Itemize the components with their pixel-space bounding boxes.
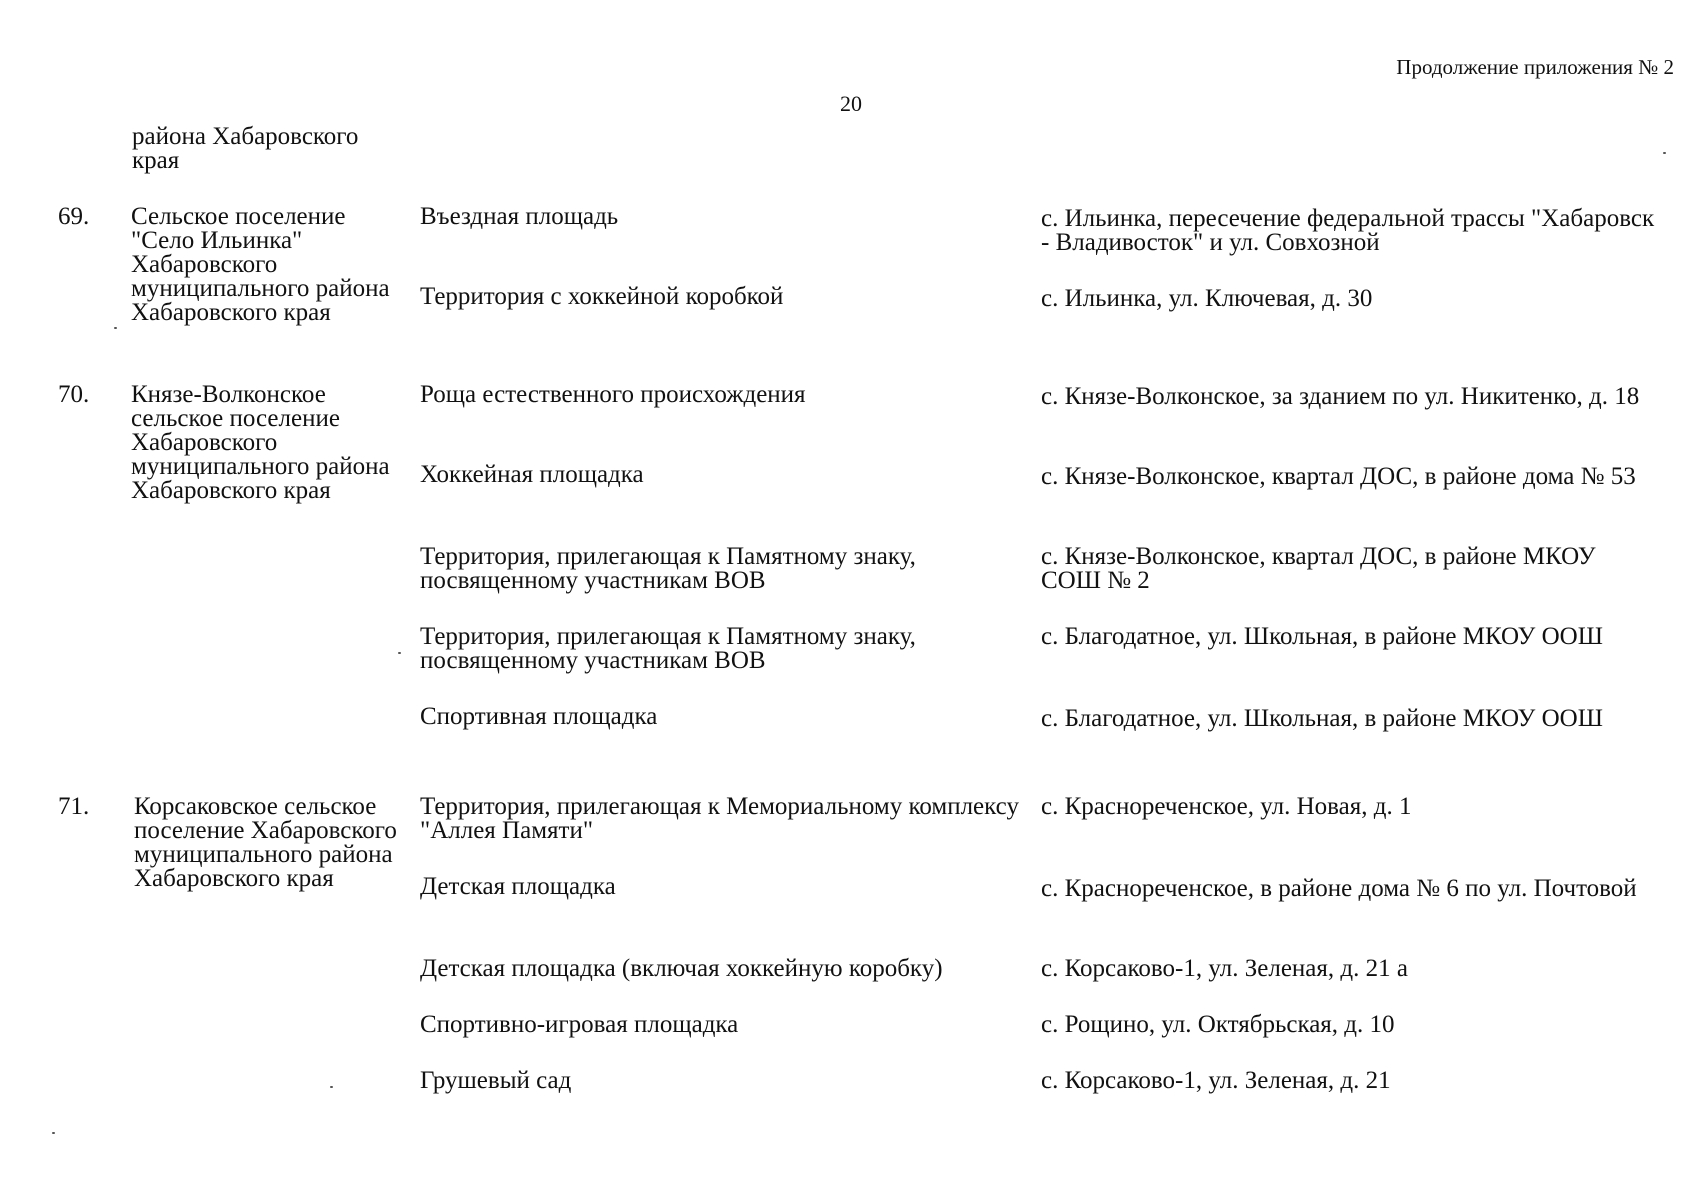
object-address: с. Ильинка, ул. Ключевая, д. 30 bbox=[1041, 285, 1373, 312]
scan-speck bbox=[398, 652, 401, 654]
continued-settlement-name: района Хабаровского края bbox=[132, 123, 359, 174]
object-name: Спортивно-игровая площадка bbox=[420, 1011, 739, 1038]
appendix-continuation-note: Продолжение приложения № 2 bbox=[1396, 55, 1674, 79]
object-address: с. Корсаково-1, ул. Зеленая, д. 21 bbox=[1041, 1067, 1391, 1094]
entry-number: 69. bbox=[58, 203, 90, 230]
object-address: с. Корсаково-1, ул. Зеленая, д. 21 а bbox=[1041, 955, 1408, 982]
object-name: Спортивная площадка bbox=[420, 703, 658, 730]
settlement-name: Сельское поселение "Село Ильинка" Хабаровского муниципального района Хабаровского края bbox=[131, 203, 390, 326]
entry-number: 70. bbox=[58, 381, 90, 408]
object-address: с. Князе-Волконское, квартал ДОС, в районе МКОУ СОШ № 2 bbox=[1041, 543, 1596, 594]
object-name: Территория, прилегающая к Мемориальному комплексу "Аллея Памяти" bbox=[420, 793, 1019, 844]
object-name: Роща естественного происхождения bbox=[420, 381, 806, 408]
object-address: с. Благодатное, ул. Школьная, в районе МКОУ ООШ bbox=[1041, 705, 1603, 732]
object-address: с. Краснореченское, в районе дома № 6 по ул. Почтовой bbox=[1041, 875, 1637, 902]
settlement-name: Корсаковское сельское поселение Хабаровского муниципального района Хабаровского края bbox=[134, 793, 397, 892]
object-name: Детская площадка (включая хоккейную коробку) bbox=[420, 955, 943, 982]
settlement-name: Князе-Волконское сельское поселение Хабаровского муниципального района Хабаровского края bbox=[131, 381, 390, 504]
object-address: с. Благодатное, ул. Школьная, в районе МКОУ ООШ bbox=[1041, 623, 1603, 650]
object-address: с. Князе-Волконское, за зданием по ул. Никитенко, д. 18 bbox=[1041, 383, 1640, 410]
object-name: Въездная площадь bbox=[420, 203, 619, 230]
object-name: Территория, прилегающая к Памятному знаку, посвященному участникам ВОВ bbox=[420, 543, 916, 594]
scan-speck bbox=[330, 1086, 333, 1088]
object-address: с. Рощино, ул. Октябрьская, д. 10 bbox=[1041, 1011, 1395, 1038]
entry-number: 71. bbox=[58, 793, 90, 820]
scan-speck bbox=[114, 327, 117, 329]
page-number: 20 bbox=[840, 91, 862, 116]
object-name: Территория с хоккейной коробкой bbox=[420, 283, 784, 310]
object-address: с. Ильинка, пересечение федеральной трассы "Хабаровск - Владивосток" и ул. Совхозной bbox=[1041, 205, 1655, 256]
object-name: Территория, прилегающая к Памятному знаку, посвященному участникам ВОВ bbox=[420, 623, 916, 674]
scan-speck bbox=[1663, 152, 1666, 154]
object-name: Хоккейная площадка bbox=[420, 461, 644, 488]
object-address: с. Краснореченское, ул. Новая, д. 1 bbox=[1041, 793, 1412, 820]
object-name: Грушевый сад bbox=[420, 1067, 572, 1094]
object-address: с. Князе-Волконское, квартал ДОС, в районе дома № 53 bbox=[1041, 463, 1636, 490]
object-name: Детская площадка bbox=[420, 873, 616, 900]
scan-speck bbox=[52, 1132, 55, 1134]
